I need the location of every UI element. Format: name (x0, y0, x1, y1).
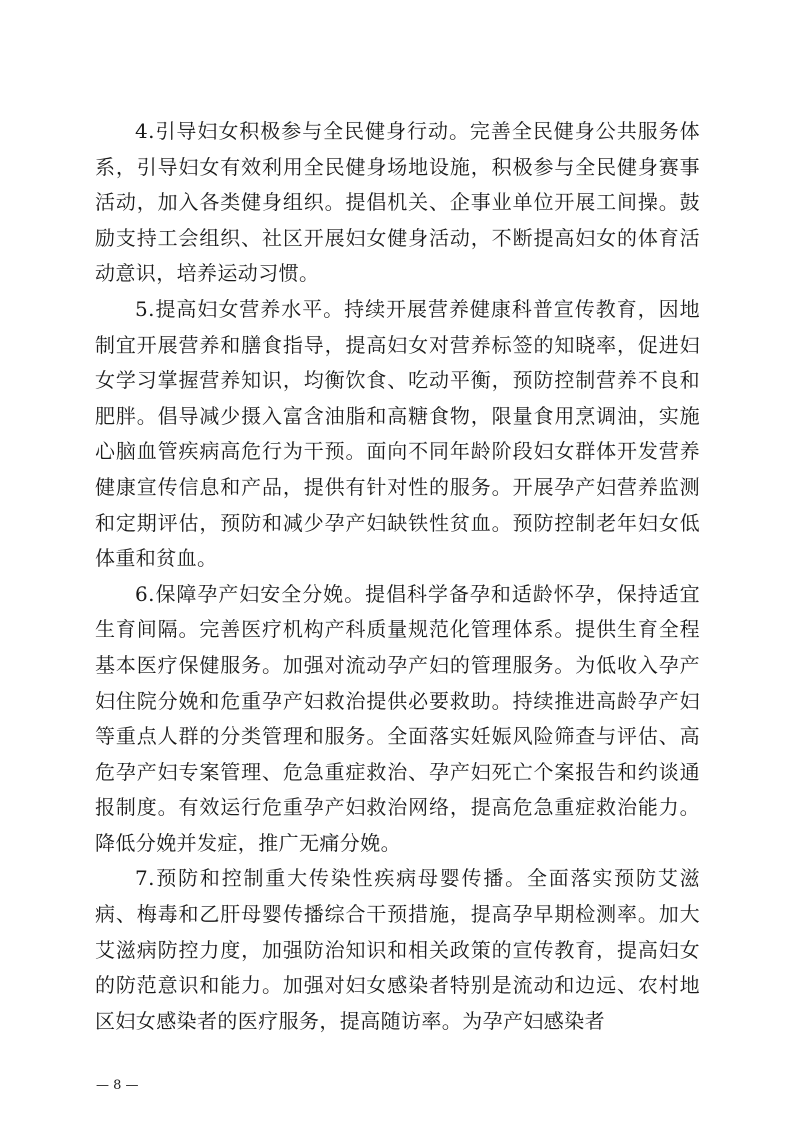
paragraph-item-4: 4.引导妇女积极参与全民健身行动。完善全民健身公共服务体系，引导妇女有效利用全民健身场地设施，积极参与全民健身赛事活动，加入各类健身组织。提倡机关、企事业单位开展工间操。鼓励支持工会组织、社区开展妇女健身活动，不断提高妇女的体育活动意识，培养运动习惯。 (95, 119, 700, 286)
paragraph-item-7: 7.预防和控制重大传染性疾病母婴传播。全面落实预防艾滋病、梅毒和乙肝母婴传播综合干预措施，提高孕早期检测率。加大艾滋病防控力度，加强防治知识和相关政策的宣传教育，提高妇女的防范意识和能力。加强对妇女感染者特别是流动和边远、农村地区妇女感染者的医疗服务，提高随访率。为孕产妇感染者 (95, 866, 700, 1033)
document-body (95, 114, 700, 1039)
page-number: — 8 — (96, 1078, 139, 1093)
paragraph-item-5: 5.提高妇女营养水平。持续开展营养健康科普宣传教育，因地制宜开展营养和膳食指导，提高妇女对营养标签的知晓率，促进妇女学习掌握营养知识，均衡饮食、吃动平衡，预防控制营养不良和肥胖。倡导减少摄入富含油脂和高糖食物，限量食用烹调油，实施心脑血管疾病高危行为干预。面向不同年龄阶段妇女群体开发营养健康宣传信息和产品，提供有针对性的服务。开展孕产妇营养监测和定期评估，预防和减少孕产妇缺铁性贫血。预防控制老年妇女低体重和贫血。 (95, 296, 700, 571)
paragraph-item-6: 6.保障孕产妇安全分娩。提倡科学备孕和适龄怀孕，保持适宜生育间隔。完善医疗机构产科质量规范化管理体系。提供生育全程基本医疗保健服务。加强对流动孕产妇的管理服务。为低收入孕产妇住院分娩和危重孕产妇救治提供必要救助。持续推进高龄孕产妇等重点人群的分类管理和服务。全面落实妊娠风险筛查与评估、高危孕产妇专案管理、危急重症救治、孕产妇死亡个案报告和约谈通报制度。有效运行危重孕产妇救治网络，提高危急重症救治能力。降低分娩并发症，推广无痛分娩。 (95, 581, 700, 855)
